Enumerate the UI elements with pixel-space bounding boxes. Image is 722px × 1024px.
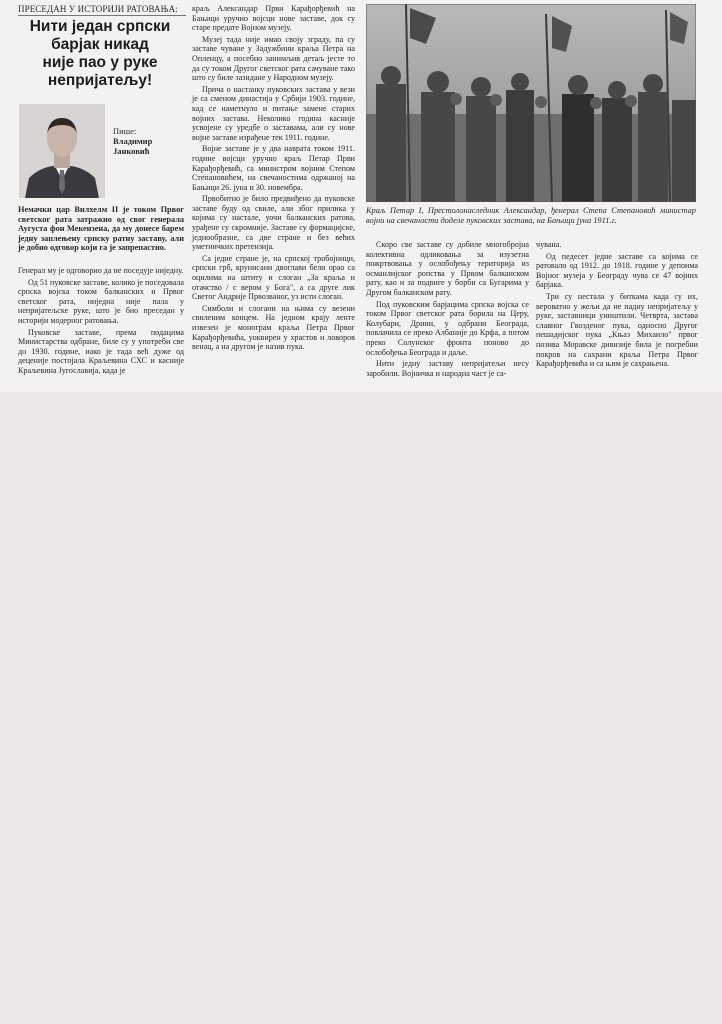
paragraph: Музеј тада није имао своју зграду, па су заставе чуване у Задужбини краља Петра на Опленцу, а посебно занимљив детаљ јесте то да су током Другог светског рата сачуване тако што су биле зазидане у Народном музеју. [192, 34, 355, 83]
newspaper-clipping [0, 0, 722, 392]
paragraph: Пуковске заставе, према подацима Министарства одбране, биле су у употреби све до 1930. године, иако је тада већ дуже од деценије постојала Краљевина СХС и касније Краљевина Југославија, када је [18, 327, 184, 375]
paragraph: Војне заставе је у два наврата током 1911. године војсци уручио краљ Петар Први Карађорђевић, са министром војним Степом Степановићем, на свечаностима одржаној на Бањици 26. јуна и 30. новембра. [192, 144, 355, 192]
column-1 [18, 266, 184, 378]
paragraph: Од педесет једне заставе са којима се ратовало од 1912. до 1918. године у депоима Војног музеја у Београду чува се 47 војних барјака. [536, 251, 698, 290]
paragraph: Генерал му је одговорио да не поседује ниједну. [18, 266, 184, 275]
author-portrait [19, 104, 105, 198]
author-photo [19, 104, 105, 198]
column-4 [536, 240, 698, 371]
paragraph: Од 51 пуковске заставе, колико је поседовала српска војска током балканских и Првог светског рата, ниједна није пала у непријатељске руке, што је био преседан у историји модерног ратовања. [18, 277, 184, 325]
author-surname: Јанковић [113, 146, 150, 156]
author-name: Владимир [113, 136, 153, 146]
paragraph: Нити једну заставу непријатељи несу заробили. Војничка и народна част је са- [366, 359, 529, 378]
paragraph: Прича о настанку пуковских застава у вези је са сменом династија у Србији 1903. године, кад се наметнуло и питање замене старих војних застава. Неколико година касније усвојене су уредбе о заставама, али су нове војне заставе израђене тек 1911. године. [192, 84, 355, 142]
historical-photo [366, 4, 696, 202]
paragraph: Скоро све заставе су добиле многобројна колективна одликовања за изузетна пожртвовања у ослобођењу територија из османлијског ропства у Првом балканском рату, као и за подвиге у борби са Бугарима у Другом балканском рату. [366, 240, 529, 297]
byline: Пише: Владимир Јанковић [113, 126, 185, 156]
section-rubric: ПРЕСЕДАН У ИСТОРИЈИ РАТОВАЊА: [18, 4, 186, 16]
paragraph: краљ Александар Први Карађорђевић на Бањици уручио војсци нове заставе, док су старе предате Војном музеју. [192, 4, 355, 33]
paragraph: Три су нестала у биткама када су их, вероватно у жељи да не падну непријатељу у руке, заставници уништили. Четврта, застава славног Гвозденог пука, односно Другог пешадијског пука „Књаз Михаило" првог позива Моравске дивизије била је погребни покров на сахрани краља Петра Првог Карађорђевића и са њим је сахрањена. [536, 291, 698, 369]
lead-paragraph: Немачки цар Вилхелм II је током Првог светског рата затражио од свог генерала Аугуста фон Мекензена, да му донесе барем једну заплењену српску ратну заставу, али је добио одговор који га је запрепастио. [18, 205, 184, 253]
paragraph: чувана. [536, 240, 562, 249]
ceremony-photo [366, 4, 696, 202]
column-2 [192, 4, 355, 354]
column-3 [366, 240, 529, 380]
paragraph: Симболи и слогани на њима су везени свиленим концем. На једном крају ленте извезен је монограм краља Петра Првог Карађорђевића, уоквирен у храстов и ловоров венац, а на другом је назив пука. [192, 303, 355, 352]
headline: Нити један српски барјак никад није пао у руке непријатељу! [29, 18, 171, 89]
paragraph: Под пуковским барјацима српска војска се током Првог светског рата борила на Церу, Колубари, Дрини, у одбрани Београда, повлачила се преко Албаније до Крфа, а потом преко Солунског фронта поново до ослобођења Београда и даље. [366, 299, 529, 357]
paragraph: Са једне стране је, на српској тробојници, српски грб, крунисани двоглави бели орао са оцилима на штиту и слоган „За краља и отачство / с вером у Бога", а са друге лик Светог Андрије Првозваног, уз исти слоган. [192, 253, 355, 302]
photo-caption: Краљ Петар I, Престолонаследник Александар, ђенерал Степа Степановић министар војни на свечаности доделе пуковских застава, на Бањици јуна 1911.г. [366, 206, 696, 225]
paragraph: Првобитно је било предвиђено да пуковске заставе буду од свиле, али због прилика у којима су настале, уочи балканских ратова, урађене су скромније. Заставе су формацијске, једнообразне, са две стране и без већих уметничких претензија. [192, 194, 355, 252]
